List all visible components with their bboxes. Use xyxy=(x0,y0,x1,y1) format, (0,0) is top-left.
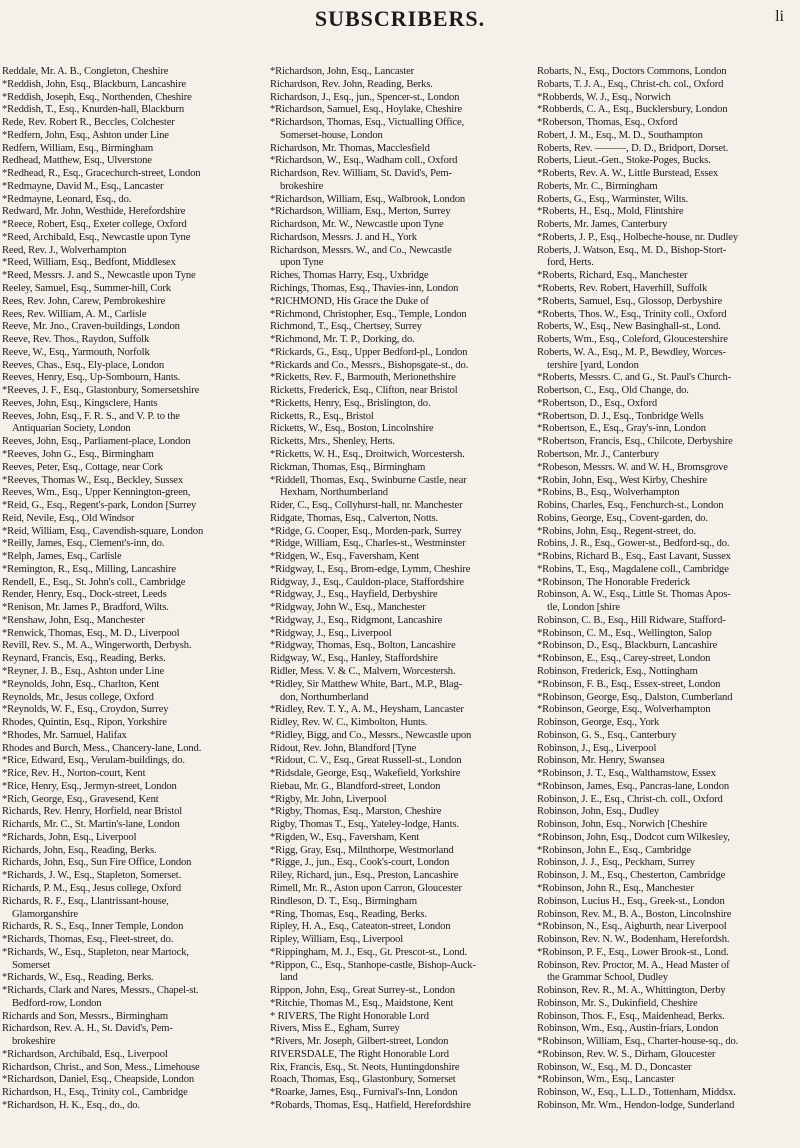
subscriber-entry: *Roberts, Thos. W., Esq., Trinity coll., Oxford xyxy=(537,308,727,320)
subscriber-entry: *Rigby, Thomas, Esq., Marston, Cheshire xyxy=(270,806,442,818)
subscriber-entry: *Robertson, E., Esq., Gray's-inn, London xyxy=(537,423,706,435)
subscriber-entry: Reynard, Francis, Esq., Reading, Berks. xyxy=(2,653,166,665)
subscriber-entry: *Reddish, John, Esq., Blackburn, Lancashire xyxy=(2,78,186,90)
subscriber-entry: *Robinson, Rev. W. S., Dirham, Gloucester xyxy=(537,1048,716,1060)
subscriber-entry: Richards, Mr. C., St. Martin's-lane, London xyxy=(2,819,180,831)
subscriber-entry: *Rice, Rev. H., Norton-court, Kent xyxy=(2,768,146,780)
subscriber-entry: Rickman, Thomas, Esq., Birmingham xyxy=(270,461,426,473)
subscriber-entry: Richmond, T., Esq., Chertsey, Surrey xyxy=(270,321,422,333)
subscriber-entry: Robinson, Thos. F., Esq., Maidenhead, Berks. xyxy=(537,1010,725,1022)
subscriber-entry: *Robinson, P. F., Esq., Lower Brook-st., Lond. xyxy=(537,946,729,958)
subscriber-entry: *Reece, Robert, Esq., Exeter college, Oxford xyxy=(2,219,187,231)
subscriber-entry: *Robinson, James, Esq., Pancras-lane, London xyxy=(537,780,730,792)
subscriber-entry: Rede, Rev. Robert R., Beccles, Colchester xyxy=(2,117,175,129)
subscriber-entry: Robarts, T. J. A., Esq., Christ-ch. col., Oxford xyxy=(537,78,724,90)
subscriber-entry: Robarts, N., Esq., Doctors Commons, London xyxy=(537,66,727,77)
subscriber-entry: Reid, Nevile, Esq., Old Windsor xyxy=(2,512,135,524)
page-title: SUBSCRIBERS. xyxy=(314,6,486,31)
subscriber-entry: *Robinson, The Honorable Frederick xyxy=(537,576,690,588)
subscriber-entry: Ridout, Rev. John, Blandford [Tyne xyxy=(270,742,417,754)
subscriber-entry: *Relph, James, Esq., Carlisle xyxy=(2,551,122,563)
subscriber-entry: Rindleson, D. T., Esq., Birmingham xyxy=(270,895,417,907)
subscriber-entry: *Ring, Thomas, Esq., Reading, Berks. xyxy=(270,908,427,920)
subscriber-entry-continuation: Hexham, Northumberland xyxy=(280,487,388,499)
subscriber-entry: Ridler, Mess. V. & C., Malvern, Worcestersh. xyxy=(270,665,456,677)
subscriber-entry: *Robins, B., Esq., Wolverhampton xyxy=(537,487,680,499)
subscriber-entry: Robinson, W., Esq., M. D., Doncaster xyxy=(537,1061,692,1073)
subscriber-entry: *Richmond, Christopher, Esq., Temple, London xyxy=(270,308,467,320)
subscriber-entry: *Richmond, Mr. T. P., Dorking, do. xyxy=(270,334,415,346)
subscriber-entry: Robinson, Frederick, Esq., Nottingham xyxy=(537,665,698,677)
subscriber-entry: *Reid, G., Esq., Regent's-park, London [Surrey xyxy=(2,500,197,512)
subscriber-entry: Robinson, J. J., Esq., Peckham, Surrey xyxy=(537,857,695,869)
subscriber-entry: *Rippingham, M. J., Esq., Gt. Prescot-st., Lond. xyxy=(270,946,468,958)
subscriber-entry: *Reyner, J. B., Esq., Ashton under Line xyxy=(2,665,165,677)
subscriber-entry: Robinson, Mr. Wm., Hendon-lodge, Sunderland xyxy=(537,1100,735,1112)
subscriber-column-2 xyxy=(270,66,526,1146)
subscriber-entry: *Reddish, Joseph, Esq., Northenden, Cheshire xyxy=(2,91,192,103)
subscriber-entry: *Renwick, Thomas, Esq., M. D., Liverpool xyxy=(2,627,180,639)
subscriber-entry: *Robins, John, Esq., Regent-street, do. xyxy=(537,525,696,537)
subscriber-entry: *Robinson, George, Esq., Dalston, Cumberland xyxy=(537,691,733,703)
subscriber-entry: *Rice, Henry, Esq., Jermyn-street, London xyxy=(2,780,177,792)
subscriber-entry: *Ridout, C. V., Esq., Great Russell-st., London xyxy=(270,755,462,767)
subscriber-entry: Robinson, J., Esq., Liverpool xyxy=(537,742,657,754)
subscriber-entry-continuation: tershire [yard, London xyxy=(547,359,639,371)
subscriber-entry: Robinson, John, Esq., Dudley xyxy=(537,806,660,818)
subscriber-entry-continuation: Somerset-house, London xyxy=(280,129,383,141)
subscriber-entry: Richardson, H., Esq., Trinity col., Cambridge xyxy=(2,1087,188,1099)
subscriber-entry: *Reed, Messrs. J. and S., Newcastle upon Tyne xyxy=(2,270,196,282)
subscriber-entry: *Rickards, G., Esq., Upper Bedford-pl., London xyxy=(270,346,468,358)
subscriber-entry: *Rivers, Mr. Joseph, Gilbert-street, London xyxy=(270,1036,449,1048)
subscriber-entry: Ripley, William, Esq., Liverpool xyxy=(270,934,404,946)
subscriber-entry: Rees, Rev. William, A. M., Carlisle xyxy=(2,308,147,320)
subscriber-entry: *Reddish, T., Esq., Knurden-hall, Blackburn xyxy=(2,104,185,116)
subscriber-entry: *Roberson, Thomas, Esq., Oxford xyxy=(537,117,678,129)
subscriber-entry: Richardson, Mr. Thomas, Macclesfield xyxy=(270,142,430,154)
subscriber-entry: Roberts, Lieut.-Gen., Stoke-Poges, Bucks. xyxy=(537,155,711,167)
subscriber-entry: Richards and Son, Messrs., Birmingham xyxy=(2,1010,168,1022)
subscriber-entry-continuation: land xyxy=(280,972,298,984)
subscriber-entry: *Robertson, D. J., Esq., Tonbridge Wells xyxy=(537,410,704,422)
subscriber-entry: Robins, J. R., Esq., Gower-st., Bedford-sq., do. xyxy=(537,538,730,550)
subscriber-entry: *Richards, W., Esq., Reading, Berks. xyxy=(2,972,154,984)
subscriber-entry-continuation: Bedford-row, London xyxy=(12,997,102,1009)
subscriber-entry: *Renison, Mr. James P., Bradford, Wilts. xyxy=(2,602,169,614)
subscriber-entry: *Richards, J. W., Esq., Stapleton, Somerset. xyxy=(2,870,182,882)
subscriber-entry: *Robinson, E., Esq., Carey-street, London xyxy=(537,653,711,665)
subscriber-entry: *Robinson, C. M., Esq., Wellington, Salop xyxy=(537,627,712,639)
subscriber-entry: *Richards, John, Esq., Liverpool xyxy=(2,831,137,843)
subscriber-entry: *Reed, Archibald, Esq., Newcastle upon Tyne xyxy=(2,231,191,243)
subscriber-entry-continuation: don, Northumberland xyxy=(280,691,369,703)
subscriber-entry: Reeves, Wm., Esq., Upper Kennington-green, xyxy=(2,487,191,499)
subscriber-entry: Reeve, Rev. Thos., Raydon, Suffolk xyxy=(2,334,150,346)
subscriber-entry: *Reeves, J. F., Esq., Glastonbury, Somersetshire xyxy=(2,385,200,397)
subscriber-entry: Revill, Rev. S., M. A., Wingerworth, Derbysh. xyxy=(2,640,192,652)
subscriber-entry: Richardson, Messrs. J. and H., York xyxy=(270,231,417,243)
subscriber-entry: Rider, C., Esq., Collyhurst-hall, nr. Manchester xyxy=(270,500,463,512)
subscriber-entry: Rivers, Miss E., Egham, Surrey xyxy=(270,1023,400,1035)
subscriber-entry: Ripley, H. A., Esq., Cateaton-street, London xyxy=(270,921,451,933)
subscriber-entry: *Richardson, Archibald, Esq., Liverpool xyxy=(2,1048,168,1060)
subscriber-entry: Roach, Thomas, Esq., Glastonbury, Somerset xyxy=(270,1074,456,1086)
subscriber-entry: *Ridsdale, George, Esq., Wakefield, Yorkshire xyxy=(270,768,461,780)
subscriber-entry: *Ricketts, Henry, Esq., Brislington, do. xyxy=(270,397,431,409)
subscriber-entry: *Redfern, John, Esq., Ashton under Line xyxy=(2,129,169,141)
subscriber-entry: *Robeson, Messrs. W. and W. H., Bromsgrove xyxy=(537,461,728,473)
subscriber-entry: *Richardson, John, Esq., Lancaster xyxy=(270,66,415,77)
subscriber-entry: *Redhead, R., Esq., Gracechurch-street, London xyxy=(2,168,201,180)
subscriber-entry: *Richardson, William, Esq., Merton, Surrey xyxy=(270,206,451,218)
subscriber-entry: Redhead, Matthew, Esq., Ulverstone xyxy=(2,155,152,167)
subscriber-entry: Robins, Charles, Esq., Fenchurch-st., London xyxy=(537,500,724,512)
subscriber-entry: *Richards, Thomas, Esq., Fleet-street, do. xyxy=(2,934,174,946)
subscriber-entry: *Robertson, D., Esq., Oxford xyxy=(537,397,657,409)
subscriber-entry: *Remington, R., Esq., Milling, Lancashire xyxy=(2,563,176,575)
subscriber-entry: Ridgate, Thomas, Esq., Calverton, Notts. xyxy=(270,512,438,524)
subscriber-entry: Robertson, C., Esq., Old Change, do. xyxy=(537,385,689,397)
subscriber-entry: Rhodes and Burch, Mess., Chancery-lane, Lond. xyxy=(2,742,202,754)
subscriber-entry: *Rigden, W., Esq., Faversham, Kent xyxy=(270,831,420,843)
subscriber-entry: Ricketts, Frederick, Esq., Clifton, near Bristol xyxy=(270,385,458,397)
subscriber-entry: *RICHMOND, His Grace the Duke of xyxy=(270,295,429,307)
subscriber-entry: Robinson, George, Esq., York xyxy=(537,717,660,729)
subscriber-entry: Redfern, William, Esq., Birmingham xyxy=(2,142,154,154)
subscriber-entry: *Rigg, Gray, Esq., Milnthorpe, Westmorland xyxy=(270,844,454,856)
subscriber-entry: Reed, Rev. J., Wolverhampton xyxy=(2,244,127,256)
subscriber-entry: *Ridgway, J., Esq., Ridgmont, Lancashire xyxy=(270,614,443,626)
subscriber-entry: Rendell, E., Esq., St. John's coll., Cambridge xyxy=(2,576,186,588)
subscriber-entry: Roberts, J. Watson, Esq., M. D., Bishop-Stort- xyxy=(537,244,727,256)
subscriber-entry: * RIVERS, The Right Honorable Lord xyxy=(270,1010,429,1022)
subscriber-entry: Richardson, Rev. John, Reading, Berks. xyxy=(270,78,433,90)
subscriber-entry: *Robberds, W. J., Esq., Norwich xyxy=(537,91,671,103)
subscriber-entry: Robinson, J. M., Esq., Chesterton, Cambridge xyxy=(537,870,726,882)
subscriber-entry-continuation: brokeshire xyxy=(12,1036,56,1048)
subscriber-entry: Robinson, C. B., Esq., Hill Ridware, Stafford- xyxy=(537,614,726,626)
subscriber-entry: Ridgway, W., Esq., Hanley, Staffordshire xyxy=(270,653,438,665)
subscriber-entry: Reeves, John, Esq., F. R. S., and V. P. to the xyxy=(2,410,180,422)
subscriber-entry: Ricketts, Mrs., Shenley, Herts. xyxy=(270,436,395,448)
subscriber-entry: *Ridgway, Thomas, Esq., Bolton, Lancashire xyxy=(270,640,456,652)
subscriber-entry: *Reed, William, Esq., Bedfont, Middlesex xyxy=(2,257,176,269)
subscriber-entry: *Roberts, Richard, Esq., Manchester xyxy=(537,270,688,282)
subscriber-entry: *Robinson, N., Esq., Aigburth, near Liverpool xyxy=(537,921,727,933)
subscriber-entry: *Ridgway, John W., Esq., Manchester xyxy=(270,602,426,614)
subscriber-entry: *Reynolds, W. F., Esq., Croydon, Surrey xyxy=(2,704,169,716)
subscriber-entry: Riley, Richard, jun., Esq., Preston, Lancashire xyxy=(270,870,459,882)
subscriber-entry: *Ridgway, I., Esq., Brom-edge, Lymm, Cheshire xyxy=(270,563,471,575)
page-header xyxy=(0,6,800,36)
subscriber-entry: *Robinson, John R., Esq., Manchester xyxy=(537,883,694,894)
page-number: li xyxy=(775,8,784,25)
subscriber-entry: *Ricketts, Rev. F., Barmouth, Merionethshire xyxy=(270,372,456,384)
subscriber-entry: *Renshaw, John, Esq., Manchester xyxy=(2,614,145,626)
subscriber-entry: Robinson, Mr. S., Dukinfield, Cheshire xyxy=(537,997,698,1009)
subscriber-entry-continuation: Antiquarian Society, London xyxy=(12,423,131,435)
subscriber-entry: RIVERSDALE, The Right Honorable Lord xyxy=(270,1048,449,1060)
subscriber-entry: Roberts, Mr. C., Birmingham xyxy=(537,180,658,192)
subscriber-entry: *Roberts, H., Esq., Mold, Flintshire xyxy=(537,206,684,218)
subscriber-entry: Roberts, W., Esq., New Basinghall-st., Lond. xyxy=(537,321,721,333)
subscriber-entry: Robins, George, Esq., Covent-garden, do. xyxy=(537,512,708,524)
subscriber-entry: *Robin, John, Esq., West Kirby, Cheshire xyxy=(537,474,707,486)
subscriber-entry: *Ridley, Rev. T. Y., A. M., Heysham, Lancaster xyxy=(270,704,464,716)
subscriber-entry: Richardson, Rev. William, St. David's, Pem- xyxy=(270,168,452,180)
subscriber-entry: *Robinson, Wm., Esq., Lancaster xyxy=(537,1074,675,1086)
subscriber-entry: Rix, Francis, Esq., St. Neots, Huntingdonshire xyxy=(270,1061,460,1073)
subscriber-entry: Reeves, Henry, Esq., Up-Sombourn, Hants. xyxy=(2,372,181,384)
subscriber-entry: *Richardson, William, Esq., Walbrook, London xyxy=(270,193,466,205)
subscriber-entry: Richards, R. S., Esq., Inner Temple, London xyxy=(2,921,184,933)
subscriber-entry-continuation: Somerset xyxy=(12,959,51,971)
subscriber-entry: *Richards, W., Esq., Stapleton, near Martock, xyxy=(2,946,189,958)
subscriber-entry: Reynolds, Mr., Jesus college, Oxford xyxy=(2,691,154,703)
subscriber-entry: *Ridgway, J., Esq., Hayfield, Derbyshire xyxy=(270,589,438,601)
subscriber-entry: Richards, John, Esq., Sun Fire Office, London xyxy=(2,857,192,869)
subscriber-entry: *Ridgway, J., Esq., Liverpool xyxy=(270,627,392,639)
subscriber-entry: Ricketts, W., Esq., Boston, Lincolnshire xyxy=(270,423,434,435)
subscriber-entry: *Richardson, Daniel, Esq., Cheapside, London xyxy=(2,1074,194,1086)
subscriber-entry: Ricketts, R., Esq., Bristol xyxy=(270,410,374,422)
subscriber-entry: Robert, J. M., Esq., M. D., Southampton xyxy=(537,129,703,141)
subscriber-entry: *Ridge, William, Esq., Charles-st., Westminster xyxy=(270,538,466,550)
subscriber-column-1 xyxy=(2,66,258,1146)
subscriber-entry: Robinson, G. S., Esq., Canterbury xyxy=(537,729,677,741)
subscriber-entry: *Roberts, J. P., Esq., Holbeche-house, nr. Dudley xyxy=(537,231,738,243)
subscriber-entry: Richardson, J., Esq., jun., Spencer-st., London xyxy=(270,91,460,103)
subscriber-entry: Richings, Thomas, Esq., Thavies-inn, London xyxy=(270,283,459,295)
subscriber-entry: *Robins, T., Esq., Magdalene coll., Cambridge xyxy=(537,563,729,575)
subscriber-entry: *Reeves, Thomas W., Esq., Beckley, Sussex xyxy=(2,474,183,486)
subscriber-entry: Robinson, Wm., Esq., Austin-friars, London xyxy=(537,1023,719,1035)
subscriber-entry: *Reilly, James, Esq., Clement's-inn, do. xyxy=(2,538,165,550)
subscriber-entry: *Rigby, Mr. John, Liverpool xyxy=(270,793,387,805)
subscriber-entry: Reeves, Peter, Esq., Cottage, near Cork xyxy=(2,461,163,473)
subscriber-entry: *Ritchie, Thomas M., Esq., Maidstone, Kent xyxy=(270,997,454,1009)
subscriber-entry: Richards, Rev. Henry, Horfield, near Bristol xyxy=(2,806,183,818)
subscriber-entry: Rimell, Mr. R., Aston upon Carron, Gloucester xyxy=(270,883,462,894)
subscriber-entry: *Ricketts, W. H., Esq., Droitwich, Worcestersh. xyxy=(270,448,465,460)
subscriber-entry: Robinson, W., Esq., L.L.D., Tottenham, Middsx. xyxy=(537,1087,736,1099)
subscriber-entry: *Roarke, James, Esq., Furnival's-Inn, London xyxy=(270,1087,458,1099)
subscriber-entry: Richards, John, Esq., Reading, Berks. xyxy=(2,844,157,856)
subscriber-entry: Reeley, Samuel, Esq., Summer-hill, Cork xyxy=(2,283,171,295)
subscriber-entry-continuation: brokeshire xyxy=(280,180,324,192)
subscriber-entry: *Ridley, Bigg, and Co., Messrs., Newcastle upon xyxy=(270,729,472,741)
subscriber-entry: Ridgway, J., Esq., Cauldon-place, Staffordshire xyxy=(270,576,464,588)
subscriber-entry: Robinson, A. W., Esq., Little St. Thomas Apos- xyxy=(537,589,731,601)
subscriber-entry: Robinson, Rev. N. W., Bodenham, Herefordsh. xyxy=(537,934,730,946)
subscriber-entry: *Robinson, John, Esq., Dodcot cum Wilkesley, xyxy=(537,831,730,843)
subscriber-entry: Roberts, W. A., Esq., M. P., Bewdley, Worces- xyxy=(537,346,726,358)
subscriber-entry: *Richards, Clark and Nares, Messrs., Chapel-st. xyxy=(2,985,199,997)
subscriber-entry: *Rich, George, Esq., Gravesend, Kent xyxy=(2,793,159,805)
subscriber-entry: *Roberts, Messrs. C. and G., St. Paul's Church- xyxy=(537,372,732,384)
subscriber-entry: Robinson, J. E., Esq., Christ-ch. coll., Oxford xyxy=(537,793,723,805)
subscriber-entry: *Riddell, Thomas, Esq., Swinburne Castle, near xyxy=(270,474,467,486)
subscriber-entry: Roberts, Mr. James, Canterbury xyxy=(537,219,668,231)
subscriber-entry: *Robinson, F. B., Esq., Essex-street, London xyxy=(537,678,721,690)
subscriber-entry-continuation: the Grammar School, Dudley xyxy=(547,972,668,984)
subscriber-entry: *Robinson, George, Esq., Wolverhampton xyxy=(537,704,711,716)
subscriber-entry: Richardson, Christ., and Son, Mess., Limehouse xyxy=(2,1061,200,1073)
subscriber-entry: Rhodes, Quintin, Esq., Ripon, Yorkshire xyxy=(2,717,167,729)
subscriber-entry: *Ridge, G. Cooper, Esq., Morden-park, Surrey xyxy=(270,525,462,537)
subscriber-entry: *Richardson, Thomas, Esq., Victualling Office, xyxy=(270,117,465,129)
subscriber-entry: *Roberts, Rev. Robert, Haverhill, Suffolk xyxy=(537,283,708,295)
subscriber-entry: Rees, Rev. John, Carew, Pembrokeshire xyxy=(2,295,166,307)
subscriber-entry: *Robinson, William, Esq., Charter-house-sq., do. xyxy=(537,1036,739,1048)
subscriber-entry-continuation: ford, Herts. xyxy=(547,257,594,269)
subscriber-entry: *Rice, Edward, Esq., Verulam-buildings, do. xyxy=(2,755,185,767)
subscriber-entry: Reeve, W., Esq., Yarmouth, Norfolk xyxy=(2,346,150,358)
subscriber-entry: Redward, Mr. John, Westhide, Herefordshire xyxy=(2,206,186,218)
subscriber-entry: *Richardson, W., Esq., Wadham coll., Oxford xyxy=(270,155,458,167)
subscriber-entry: Robinson, Rev. M., B. A., Boston, Lincolnshire xyxy=(537,908,732,920)
subscriber-entry: *Robins, Richard B., Esq., East Lavant, Sussex xyxy=(537,551,731,563)
subscriber-entry-continuation: upon Tyne xyxy=(280,257,324,269)
subscriber-entry: Robinson, Rev. Proctor, M. A., Head Master of xyxy=(537,959,730,971)
subscriber-entry: Roberts, G., Esq., Warminster, Wilts. xyxy=(537,193,688,205)
subscriber-entry: Richards, R. F., Esq., Llantrissant-house, xyxy=(2,895,169,907)
subscriber-entry: Reeves, Chas., Esq., Ely-place, London xyxy=(2,359,164,371)
subscriber-entry: Riebau, Mr. G., Blandford-street, London xyxy=(270,780,441,792)
subscriber-entry: *Robertson, Francis, Esq., Chilcote, Derbyshire xyxy=(537,436,733,448)
subscriber-entry: *Richardson, Samuel, Esq., Hoylake, Cheshire xyxy=(270,104,462,116)
subscriber-entry: *Robinson, D., Esq., Blackburn, Lancashire xyxy=(537,640,718,652)
subscriber-entry: *Roberts, Samuel, Esq., Glossop, Derbyshire xyxy=(537,295,723,307)
subscriber-entry: Reeves, John, Esq., Kingsclere, Hants xyxy=(2,397,158,409)
subscriber-entry-continuation: tle, London [shire xyxy=(547,602,620,614)
subscriber-entry: Render, Henry, Esq., Dock-street, Leeds xyxy=(2,589,167,601)
subscriber-entry: Roberts, Wm., Esq., Coleford, Gloucestershire xyxy=(537,334,728,346)
subscriber-entry: *Robinson, J. T., Esq., Walthamstow, Essex xyxy=(537,768,716,780)
subscriber-entry: *Richardson, H. K., Esq., do., do. xyxy=(2,1100,140,1112)
subscriber-entry: Robinson, Lucius H., Esq., Greek-st., London xyxy=(537,895,725,907)
subscriber-entry: Reeve, Mr. Jno., Craven-buildings, London xyxy=(2,321,180,333)
subscriber-entry: *Rigge, J., jun., Esq., Cook's-court, London xyxy=(270,857,450,869)
subscriber-column-3 xyxy=(537,66,793,1146)
subscriber-entry: *Roberts, Rev. A. W., Little Burstead, Essex xyxy=(537,168,719,180)
subscriber-entry: Reeves, John, Esq., Parliament-place, London xyxy=(2,436,191,448)
subscriber-entry: *Rickards and Co., Messrs., Bishopsgate-st., do. xyxy=(270,359,469,371)
subscriber-entry: *Ridley, Sir Matthew White, Bart., M.P., Blag- xyxy=(270,678,463,690)
subscriber-entry: Ridley, Rev. W. C., Kimbolton, Hunts. xyxy=(270,717,428,729)
subscriber-entry: *Reeves, John G., Esq., Birmingham xyxy=(2,448,154,460)
subscriber-entry: *Ridgen, W., Esq., Faversham, Kent xyxy=(270,551,420,563)
subscriber-entry: Richardson, Rev. A. H., St. David's, Pem- xyxy=(2,1023,173,1035)
subscriber-entry: *Robberds, C. A., Esq., Bucklersbury, London xyxy=(537,104,728,116)
subscriber-entry-continuation: Glamorganshire xyxy=(12,908,78,920)
subscriber-entry: *Redmayne, Leonard, Esq., do. xyxy=(2,193,132,205)
subscriber-entry: *Redmayne, David M., Esq., Lancaster xyxy=(2,180,164,192)
subscriber-entry: Richardson, Mr. W., Newcastle upon Tyne xyxy=(270,219,444,231)
subscriber-entry: Rippon, John, Esq., Great Surrey-st., London xyxy=(270,985,455,997)
subscriber-entry: *Reynolds, John, Esq., Charlton, Kent xyxy=(2,678,160,690)
subscriber-entry: *Robinson, John E., Esq., Cambridge xyxy=(537,844,691,856)
subscriber-entry: Richards, P. M., Esq., Jesus college, Oxford xyxy=(2,883,182,894)
subscriber-entry: Robertson, Mr. J., Canterbury xyxy=(537,448,659,460)
subscriber-entry: Roberts, Rev. ———, D. D., Bridport, Dorset. xyxy=(537,142,729,154)
subscriber-entry: *Rhodes, Mr. Samuel, Halifax xyxy=(2,729,127,741)
subscriber-entry: Robinson, John, Esq., Norwich [Cheshire xyxy=(537,819,708,831)
subscriber-entry: Reddale, Mr. A. B., Congleton, Cheshire xyxy=(2,66,169,77)
subscriber-entry: Robinson, Rev. R., M. A., Whittington, Derby xyxy=(537,985,726,997)
subscriber-entry: Richardson, Messrs. W., and Co., Newcastle xyxy=(270,244,452,256)
subscriber-entry: Riches, Thomas Harry, Esq., Uxbridge xyxy=(270,270,429,282)
subscriber-entry: *Rippon, C., Esq., Stanhope-castle, Bishop-Auck- xyxy=(270,959,476,971)
subscriber-entry: *Reid, William, Esq., Cavendish-square, London xyxy=(2,525,204,537)
subscriber-entry: Rigby, Thomas T., Esq., Yateley-lodge, Hants. xyxy=(270,819,459,831)
subscriber-entry: Robinson, Mr. Henry, Swansea xyxy=(537,755,665,767)
subscriber-entry: *Robards, Thomas, Esq., Hatfield, Herefordshire xyxy=(270,1100,471,1112)
